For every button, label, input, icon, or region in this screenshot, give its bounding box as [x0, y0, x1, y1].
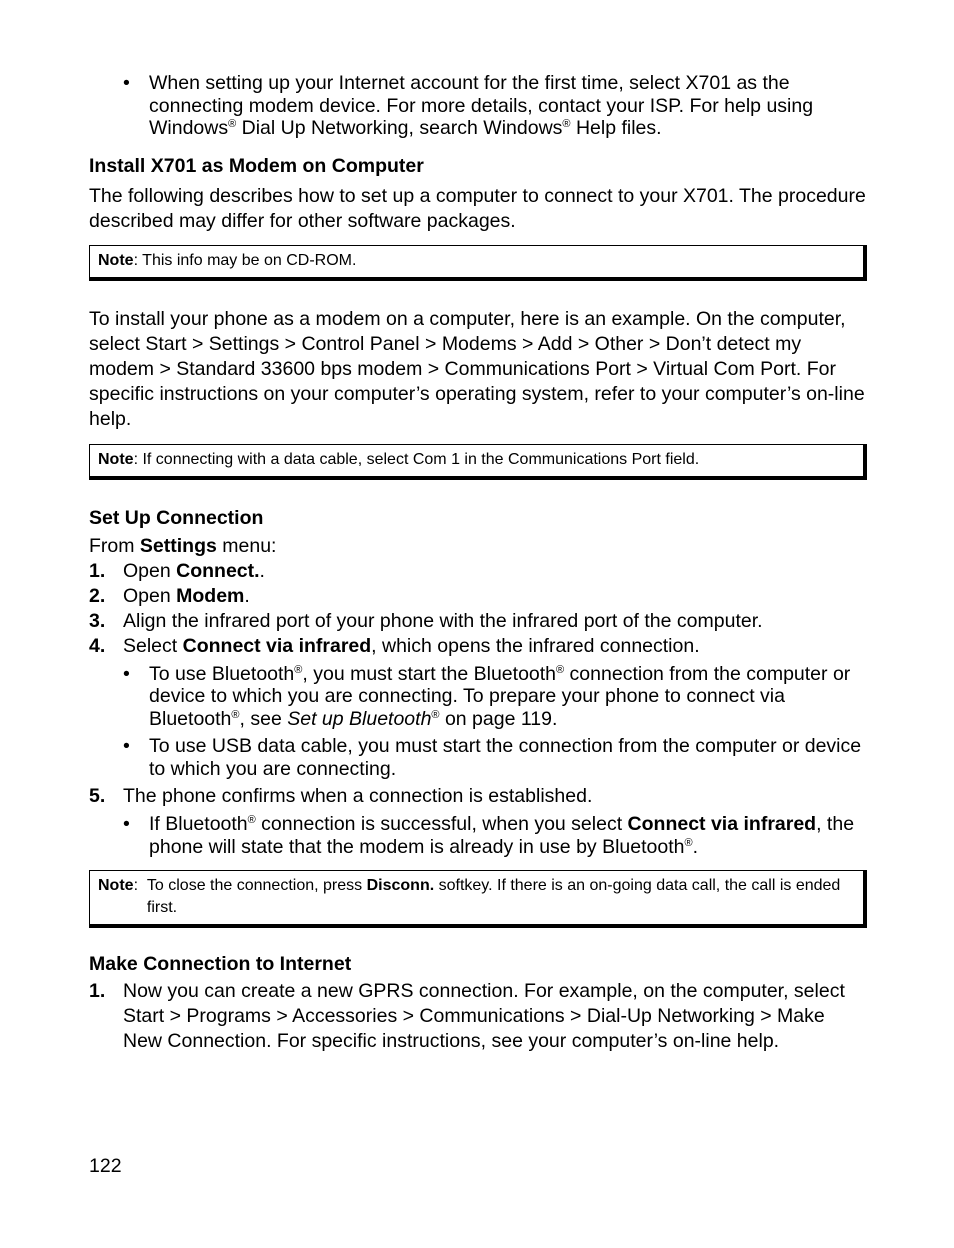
note-data-cable: Note: If connecting with a data cable, select Com 1 in the Communications Port field.	[89, 444, 867, 480]
note-cd-rom: Note: This info may be on CD-ROM.	[89, 245, 867, 281]
document-page	[89, 72, 867, 1054]
install-description: The following describes how to set up a computer to connect to your X701. The procedure described may differ for other software packages.	[89, 184, 866, 232]
setup-heading: Set Up Connection	[89, 506, 264, 529]
page-number: 122	[89, 1155, 122, 1177]
setup-step-4: 4. Select Connect via infrared, which opens the infrared connection.	[89, 634, 700, 657]
sub-bullet-usb: • To use USB data cable, you must start the connection from the computer or device to which you are connecting.	[123, 735, 862, 780]
install-example: To install your phone as a modem on a computer, here is an example. On the computer, select Start > Settings > Control Panel > Modems > Add > Other > Don’t detect my modem > Standard 33600 bps modem > Communications Port > Virtual Com Port. For specific instructions on your computer’s operating system, refer to your computer’s on-line help.	[89, 307, 865, 430]
bullet-glyph: •	[123, 72, 130, 94]
sub-bullet-bluetooth-success: • If Bluetooth® connection is successful, when you select Connect via infrared, the phone will state that the modem is already in use by Bluetooth®.	[123, 813, 855, 858]
setup-from-line: From Settings menu:	[89, 534, 277, 557]
intro-bullet: • When setting up your Internet account for the first time, select X701 as the connecting modem device. For more details, contact your ISP. For help using Windows® Dial Up Networking, search Windows® Help files.	[123, 72, 814, 139]
sub-bullet-bluetooth: • To use Bluetooth®, you must start the Bluetooth® connection from the computer or device to which you are connecting. To prepare your phone to connect via Bluetooth®, see Set up Bluetooth® on page 119.	[123, 662, 851, 730]
install-heading: Install X701 as Modem on Computer	[89, 154, 424, 177]
setup-step-3: 3. Align the infrared port of your phone with the infrared port of the computer.	[89, 609, 763, 632]
setup-steps	[89, 559, 867, 859]
make-steps	[89, 979, 867, 1054]
note-close-connection: Note: To close the connection, press Disconn. softkey. If there is an on-going data call, the call is ended first.	[89, 870, 867, 928]
setup-step-1: 1. Open Connect..	[89, 559, 265, 582]
make-step-1: 1. Now you can create a new GPRS connection. For example, on the computer, select Start > Programs > Accessories > Communications > Dial-Up Networking > Make New Connection. For specific instructions, see your computer’s on-line help.	[89, 980, 845, 1052]
setup-step-2: 2. Open Modem.	[89, 584, 250, 607]
setup-step-5: 5. The phone confirms when a connection is established.	[89, 785, 593, 807]
make-connection-heading: Make Connection to Internet	[89, 953, 352, 975]
